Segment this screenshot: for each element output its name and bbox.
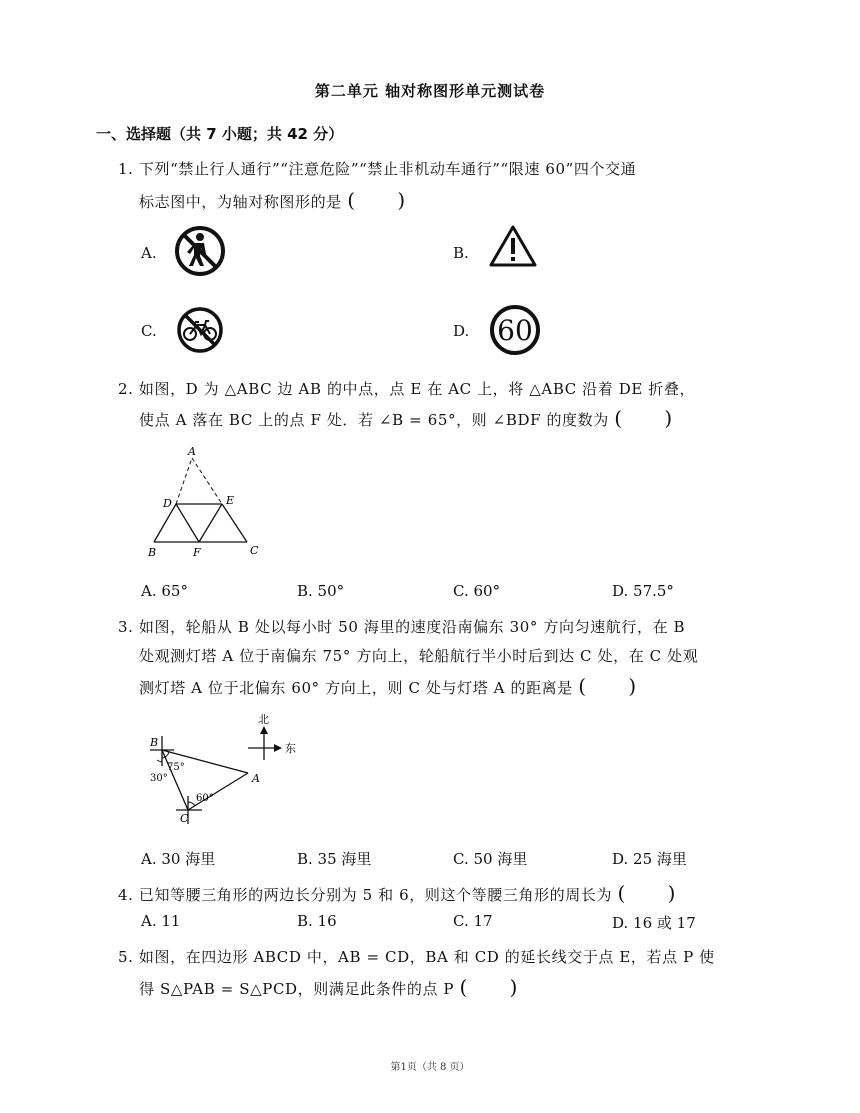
q5-answer-paren: ( ) — [459, 975, 536, 999]
speed-limit-60-sign-icon — [488, 303, 542, 357]
q4-option-b: B. 16 — [297, 912, 337, 930]
q4-option-d: D. 16 或 17 — [612, 914, 696, 932]
q2-triangle-fold-figure — [140, 440, 270, 565]
q2-option-d: D. 57.5° — [612, 582, 674, 600]
q2-option-c: C. 60° — [453, 582, 501, 600]
q2-line1: 2. 如图，D 为 △ABC 边 AB 的中点，点 E 在 AC 上，将 △ABC 沿着 DE 折叠， — [118, 380, 696, 398]
q4-option-a: A. 11 — [141, 912, 181, 930]
warning-danger-sign-icon — [488, 224, 538, 268]
section-heading: 一、选择题（共 7 小题；共 42 分） — [96, 125, 344, 143]
q3-label-c: C — [180, 812, 189, 825]
q5-line1: 5. 如图，在四边形 ABCD 中，AB = CD，BA 和 CD 的延长线交于点 E，若点 P 使 — [118, 948, 715, 966]
q3-label-30deg: 30° — [150, 773, 168, 784]
q1-line1: 1. 下列“禁止行人通行”“注意危险”“禁止非机动车通行”“限速 60”四个交通 — [118, 160, 637, 178]
q3-option-d: D. 25 海里 — [612, 850, 687, 868]
q2-label-f: F — [193, 546, 201, 559]
q4-line1-text: 4. 已知等腰三角形的两边长分别为 5 和 6，则这个等腰三角形的周长为 — [118, 886, 613, 904]
q2-label-e: E — [226, 494, 235, 507]
q2-label-b: B — [148, 546, 157, 559]
q3-label-a: A — [252, 772, 260, 785]
q2-line2 — [139, 406, 690, 430]
q4-line1 — [118, 881, 693, 905]
q3-navigation-figure — [140, 708, 310, 833]
q1-line2 — [139, 188, 423, 212]
q3-label-60deg: 60° — [196, 793, 214, 804]
q3-line3 — [139, 674, 654, 698]
q2-option-a: A. 65° — [141, 582, 188, 600]
q2-answer-paren: ( ) — [614, 406, 691, 430]
speed-limit-text: 60 — [497, 314, 533, 347]
no-pedestrian-sign-icon — [173, 224, 227, 278]
q2-label-d: D — [163, 497, 172, 510]
q3-label-b: B — [150, 736, 159, 749]
q1-answer-paren: ( ) — [347, 188, 424, 212]
q4-answer-paren: ( ) — [617, 881, 694, 905]
q5-line2 — [139, 975, 535, 999]
q2-label-a: A — [188, 445, 196, 458]
q1-option-d-label: D. — [453, 322, 470, 340]
q3-option-a: A. 30 海里 — [141, 850, 216, 868]
page-footer: 第1页（共 8 页） — [390, 1062, 470, 1073]
q2-label-c: C — [250, 544, 259, 557]
page-title: 第二单元 轴对称图形单元测试卷 — [314, 82, 546, 100]
q1-line2-text: 标志图中，为轴对称图形的是 — [139, 193, 342, 211]
q5-line2-text: 得 S△PAB = S△PCD，则满足此条件的点 P — [139, 980, 455, 998]
q3-line3-text: 测灯塔 A 位于北偏东 60° 方向上，则 C 处与灯塔 A 的距离是 — [139, 679, 573, 697]
q3-line1: 3. 如图，轮船从 B 处以每小时 50 海里的速度沿南偏东 30° 方向匀速航行，在 B — [118, 618, 686, 636]
q4-option-c: C. 17 — [453, 912, 493, 930]
q3-answer-paren: ( ) — [578, 674, 655, 698]
q3-line2: 处观测灯塔 A 位于南偏东 75° 方向上，轮船航行半小时后到达 C 处，在 C 处观 — [139, 647, 699, 665]
q1-option-c-label: C. — [141, 322, 157, 340]
q3-label-north: 北 — [258, 713, 269, 726]
q3-label-75deg: 75° — [167, 762, 185, 773]
q3-label-east: 东 — [285, 742, 296, 755]
q3-option-c: C. 50 海里 — [453, 850, 528, 868]
q2-line2-text: 使点 A 落在 BC 上的点 F 处．若 ∠B = 65°，则 ∠BDF 的度数为 — [139, 411, 609, 429]
q3-option-b: B. 35 海里 — [297, 850, 372, 868]
q1-option-a-label: A. — [141, 244, 157, 262]
q2-option-b: B. 50° — [297, 582, 345, 600]
q1-option-b-label: B. — [453, 244, 469, 262]
no-bicycle-sign-icon — [175, 305, 225, 355]
